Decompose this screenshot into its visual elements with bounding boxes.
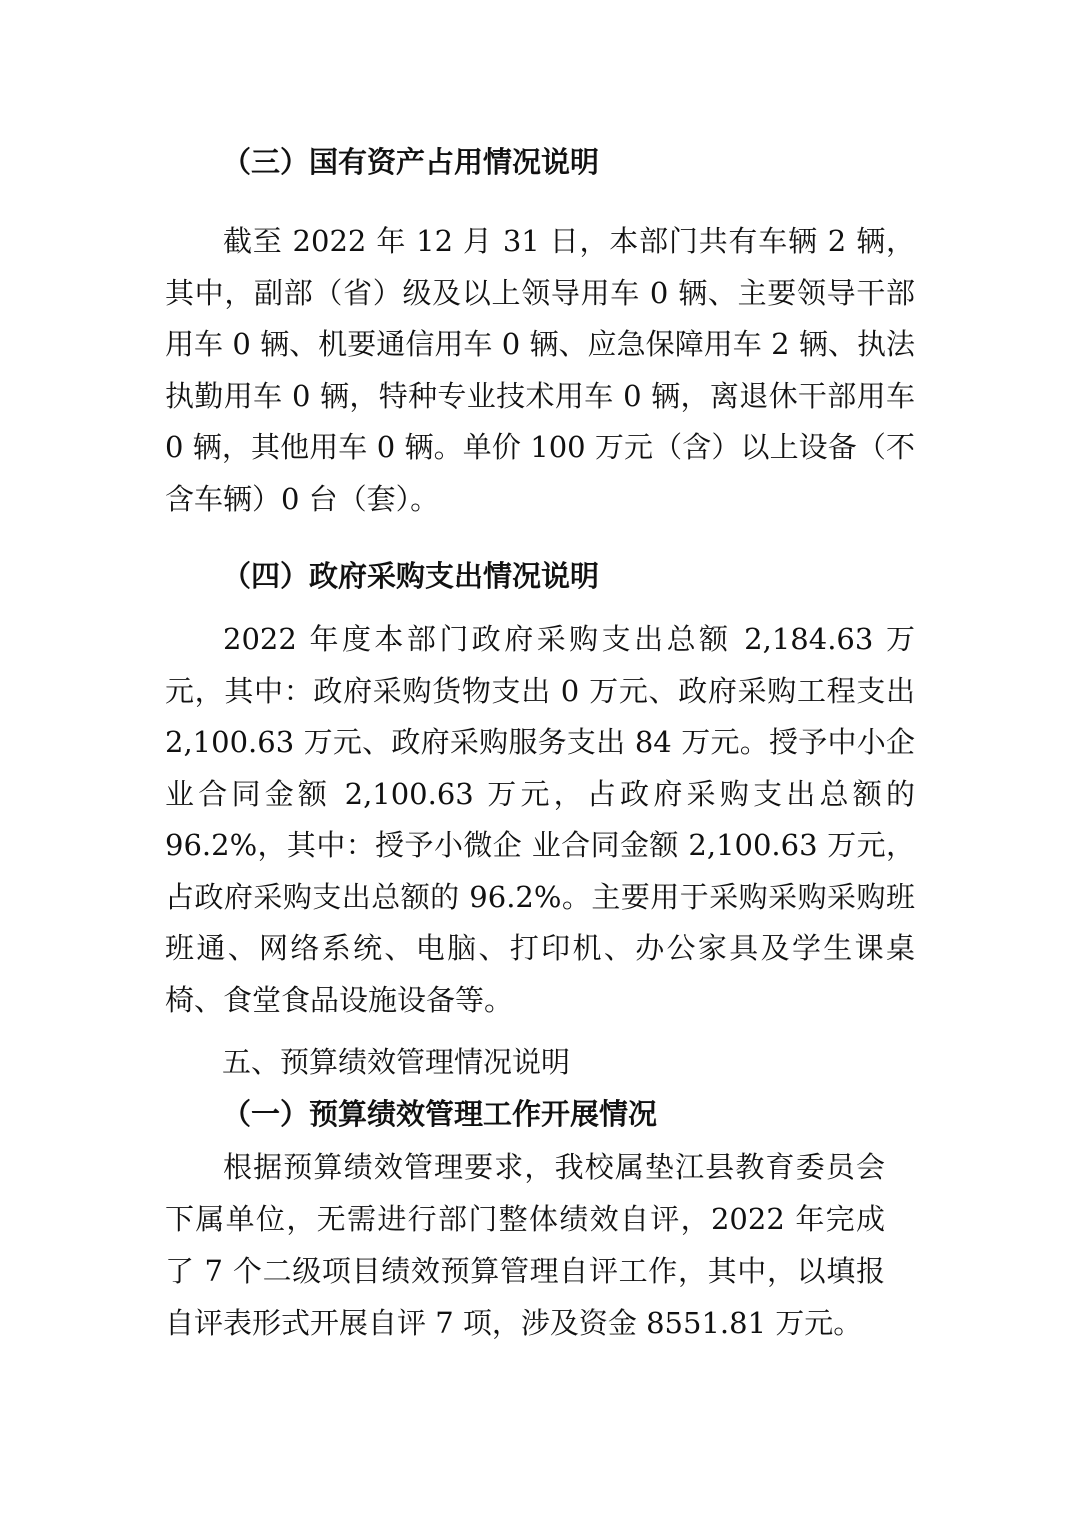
procurement-heading: （四）政府采购支出情况说明 xyxy=(222,559,600,593)
assets-heading: （三）国有资产占用情况说明 xyxy=(222,145,600,179)
performance-paragraph: 根据预算绩效管理要求，我校属垫江县教育委员会下属单位，无需进行部门整体绩效自评，2022 年完成了 7 个二级项目绩效预算管理自评工作，其中，以填报自评表形式开展自评 7 项，涉及资金 8551.81 万元。 xyxy=(165,1150,885,1340)
performance-subheading: （一）预算绩效管理工作开展情况 xyxy=(222,1097,658,1131)
assets-paragraph: 截至 2022 年 12 月 31 日，本部门共有车辆 2 辆，其中，副部（省）级及以上领导用车 0 辆、主要领导干部用车 0 辆、机要通信用车 0 辆、应急保障用车 2 辆、执法执勤用车 0 辆，特种专业技术用车 0 辆，离退休干部用车 0 辆，其他用车 0 辆。单价 100 万元（含）以上设备（不含车辆）0 台（套）。 xyxy=(165,224,915,516)
performance-section-title: 五、预算绩效管理情况说明 xyxy=(222,1045,571,1079)
procurement-paragraph: 2022 年度本部门政府采购支出总额 2,184.63 万元，其中：政府采购货物支出 0 万元、政府采购工程支出 2,100.63 万元、政府采购服务支出 84 万元。授予中小企业合同金额 2,100.63 万元，占政府采购支出总额的 96.2%，其中：授予小微企 业合同金额 2,100.63 万元，占政府采购支出总额的 96.2%。主要用于采购采购采购班班通、网络系统、电脑、打印机、办公家具及学生课桌椅、食堂食品设施设备等。 xyxy=(165,622,915,1017)
